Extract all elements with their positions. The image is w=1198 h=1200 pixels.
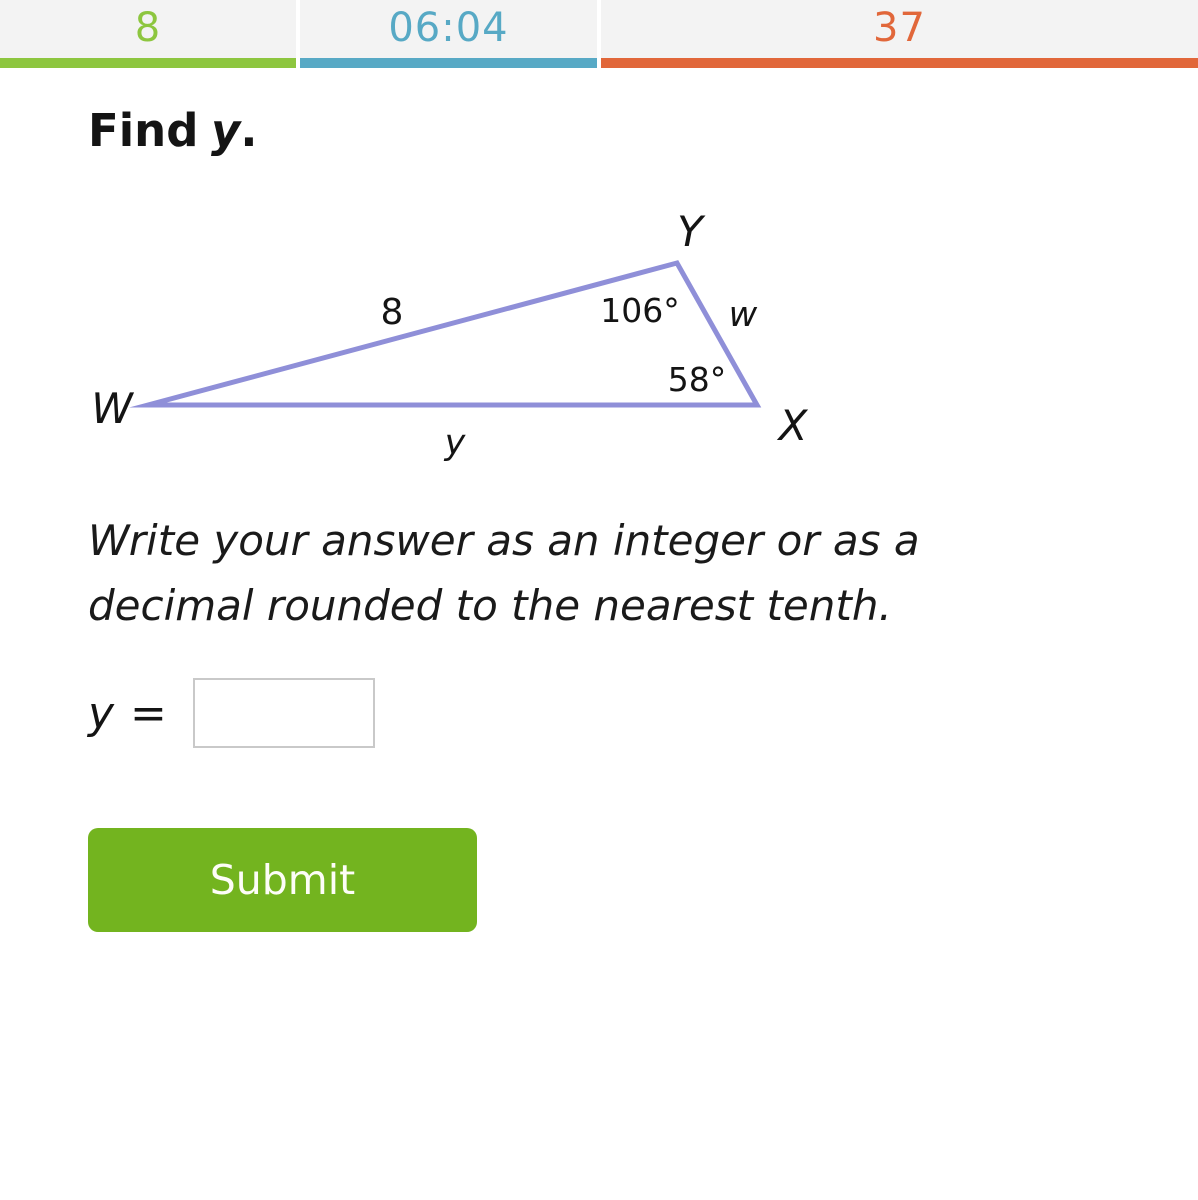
time-elapsed-segment (300, 0, 597, 68)
submit-button[interactable]: Submit (88, 828, 477, 932)
equals-sign: = (130, 687, 167, 739)
smartscore-segment (601, 0, 1198, 68)
vertex-label-y: Y (677, 207, 703, 256)
questions-answered-underline (0, 58, 296, 68)
vertex-label-x: X (778, 401, 808, 450)
triangle-outline (148, 263, 757, 405)
questions-answered-count: 8 (134, 5, 162, 51)
answer-variable-label: y (88, 687, 115, 739)
time-elapsed-value: 06:04 (388, 5, 509, 51)
questions-answered-segment (0, 0, 296, 68)
answer-input[interactable] (193, 678, 375, 748)
side-label-yx: w (728, 295, 758, 335)
side-label-wx: y (444, 423, 466, 463)
triangle-diagram (80, 195, 860, 495)
smartscore-value: 37 (873, 5, 926, 51)
angle-label-y: 106° (600, 291, 680, 330)
question-prompt (88, 104, 257, 157)
instruction-line-2: decimal rounded to the nearest tenth. (88, 581, 892, 630)
status-bar (0, 0, 1198, 68)
side-label-wy: 8 (380, 292, 404, 333)
answer-row (88, 676, 375, 750)
time-elapsed-underline (300, 58, 597, 68)
instruction-line-1: Write your answer as an integer or as a (88, 516, 920, 565)
prompt-variable: y (211, 104, 241, 157)
instruction-text (88, 508, 920, 638)
prompt-suffix: . (240, 104, 258, 157)
smartscore-underline (601, 58, 1198, 68)
prompt-prefix: Find (88, 104, 199, 157)
vertex-label-w: W (91, 384, 133, 433)
angle-label-x: 58° (667, 360, 727, 399)
